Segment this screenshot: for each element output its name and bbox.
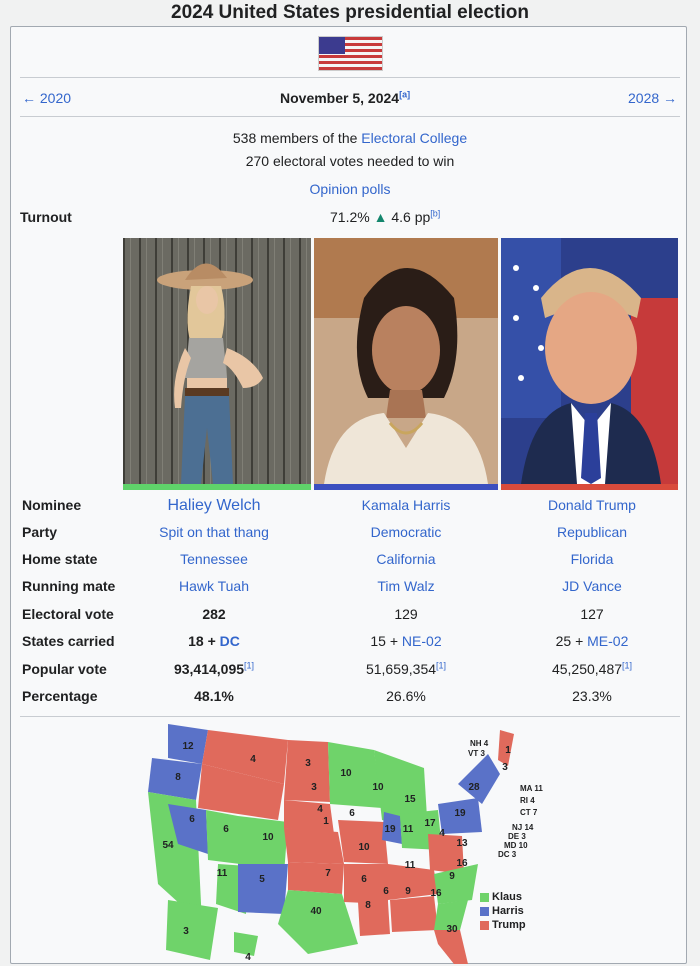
candidate-color-bar — [314, 484, 498, 490]
home-state-link[interactable]: Florida — [570, 551, 614, 567]
turnout-value: 71.2% ▲ 4.6 pp[b] — [330, 208, 441, 225]
map-state-label: 4 — [439, 828, 445, 839]
map-state-label: 3 — [183, 926, 189, 937]
map-state-label: 30 — [446, 924, 458, 935]
map-small-state-label: CT 7 — [520, 808, 538, 817]
opinion-polls-link[interactable]: Opinion polls — [309, 181, 391, 197]
legend-item: Trump — [480, 918, 526, 932]
legend-swatch — [480, 893, 489, 902]
votes-needed-text: 270 electoral votes needed to win — [245, 153, 455, 169]
map-state-label: 6 — [189, 814, 195, 825]
nominee-photo-harris — [314, 238, 498, 484]
row-label-nominee: Nominee — [22, 497, 82, 513]
map-state-label: 16 — [430, 888, 442, 899]
map-state-label: 8 — [175, 772, 181, 783]
us-flag-icon — [318, 36, 383, 71]
map-small-state-label: DC 3 — [498, 850, 517, 859]
divider — [20, 716, 680, 717]
election-date: November 5, 2024[a] — [280, 89, 411, 106]
states-carried-link[interactable]: NE-02 — [401, 633, 442, 649]
row-label-states-carried: States carried — [22, 633, 115, 649]
party-link[interactable]: Republican — [556, 524, 628, 540]
popular-vote-value: 51,659,354[1] — [365, 660, 447, 677]
candidate-color-bar — [501, 484, 678, 490]
states-carried-link[interactable]: ME-02 — [587, 633, 629, 649]
electoral-vote-value: 129 — [394, 606, 418, 622]
previous-election-link[interactable]: ← 2020 — [22, 90, 72, 106]
popular-vote-footnote-link[interactable]: [1] — [244, 660, 255, 671]
map-state-label: 11 — [216, 868, 228, 879]
legend-swatch — [480, 921, 489, 930]
map-small-state-label: VT 3 — [468, 749, 485, 758]
popular-vote-value: 45,250,487[1] — [551, 660, 633, 677]
map-state-label: 19 — [454, 808, 466, 819]
map-state-label: 13 — [456, 838, 468, 849]
map-state-label: 3 — [311, 782, 317, 793]
map-small-state-label: NH 4 — [470, 739, 489, 748]
electoral-college-link[interactable]: Electoral College — [361, 130, 468, 146]
page-title: 2024 United States presidential election — [171, 2, 529, 23]
map-state-label: 11 — [402, 824, 414, 835]
turnout-label: Turnout — [20, 209, 72, 225]
popular-vote-value: 93,414,095[1] — [173, 660, 255, 677]
popular-vote-footnote-link[interactable]: [1] — [622, 660, 633, 671]
map-state-label: 10 — [372, 782, 384, 793]
map-state-label: 3 — [502, 762, 508, 773]
map-state-label: 5 — [259, 874, 265, 885]
home-state-link[interactable]: California — [376, 551, 436, 567]
candidate-color-bar — [123, 484, 311, 490]
map-state-label: 10 — [262, 832, 274, 843]
map-small-state-label: MA 11 — [520, 784, 543, 793]
running-mate-link[interactable]: Hawk Tuah — [178, 578, 250, 594]
row-label-popular-vote: Popular vote — [22, 661, 107, 677]
map-state-label: 40 — [310, 906, 322, 917]
nominee-photo-welch — [123, 238, 311, 484]
nominee-photo-trump — [501, 238, 678, 484]
electoral-vote-value: 282 — [202, 606, 226, 622]
map-state-label: 17 — [424, 818, 436, 829]
map-state-label: 6 — [383, 886, 389, 897]
row-label-home-state: Home state — [22, 551, 98, 567]
running-mate-link[interactable]: Tim Walz — [377, 578, 435, 594]
map-state-label: 4 — [317, 804, 323, 815]
map-small-state-label: NJ 14 — [512, 823, 534, 832]
map-state-label: 54 — [162, 840, 174, 851]
map-state-label: 15 — [404, 794, 416, 805]
divider — [20, 77, 680, 78]
turnout-footnote-link[interactable]: [b] — [430, 208, 441, 219]
legend-item: Harris — [480, 904, 526, 918]
map-state-label: 3 — [305, 758, 311, 769]
next-election-link[interactable]: 2028 → — [628, 90, 678, 106]
map-legend — [480, 890, 526, 932]
map-state-label: 10 — [358, 842, 370, 853]
electoral-vote-value: 127 — [580, 606, 604, 622]
party-link[interactable]: Democratic — [370, 524, 442, 540]
map-state-label: 1 — [323, 816, 329, 827]
map-state-label: 6 — [223, 824, 229, 835]
nominee-name-link[interactable]: Haliey Welch — [167, 497, 261, 514]
map-state-label: 6 — [349, 808, 355, 819]
map-state-label: 1 — [505, 745, 511, 756]
party-link[interactable]: Spit on that thang — [159, 524, 269, 540]
legend-item: Klaus — [480, 890, 526, 904]
states-carried-link[interactable]: DC — [219, 633, 240, 649]
nominee-name-link[interactable]: Donald Trump — [548, 497, 636, 513]
map-state-label: 8 — [365, 900, 371, 911]
percentage-value: 48.1% — [194, 688, 234, 704]
running-mate-link[interactable]: JD Vance — [562, 578, 622, 594]
home-state-link[interactable]: Tennessee — [180, 551, 248, 567]
map-state-label: 10 — [340, 768, 352, 779]
increase-arrow-icon: ▲ — [373, 209, 388, 225]
states-carried-value: 15 + NE-02 — [370, 633, 442, 649]
states-carried-value: 25 + ME-02 — [555, 633, 629, 649]
percentage-value: 23.3% — [572, 688, 612, 704]
map-state-label: 28 — [468, 782, 480, 793]
legend-swatch — [480, 907, 489, 916]
states-carried-value: 18 + DC — [188, 633, 240, 649]
map-state-label: 16 — [456, 858, 468, 869]
electoral-college-line: 538 members of the Electoral College — [232, 130, 468, 146]
map-state-label: 19 — [384, 824, 396, 835]
map-small-state-label: DE 3 — [508, 832, 526, 841]
row-label-electoral-vote: Electoral vote — [22, 606, 114, 622]
electoral-map — [138, 724, 543, 964]
popular-vote-footnote-link[interactable]: [1] — [436, 660, 447, 671]
map-state-label: 4 — [250, 754, 256, 765]
date-footnote-link[interactable]: [a] — [399, 89, 411, 100]
map-state-label: 7 — [325, 868, 331, 879]
map-state-label: 4 — [245, 952, 251, 963]
map-state-label: 6 — [361, 874, 367, 885]
map-small-state-label: MD 10 — [504, 841, 528, 850]
row-label-party: Party — [22, 524, 58, 540]
map-state-label: 9 — [449, 871, 455, 882]
row-label-percentage: Percentage — [22, 688, 98, 704]
row-label-running-mate: Running mate — [22, 578, 116, 594]
percentage-value: 26.6% — [386, 688, 426, 704]
map-state-label: 12 — [182, 741, 194, 752]
divider — [20, 116, 680, 117]
nominee-name-link[interactable]: Kamala Harris — [361, 497, 451, 513]
map-state-label: 11 — [404, 860, 416, 871]
map-small-state-label: RI 4 — [520, 796, 535, 805]
map-state-label: 9 — [405, 886, 411, 897]
